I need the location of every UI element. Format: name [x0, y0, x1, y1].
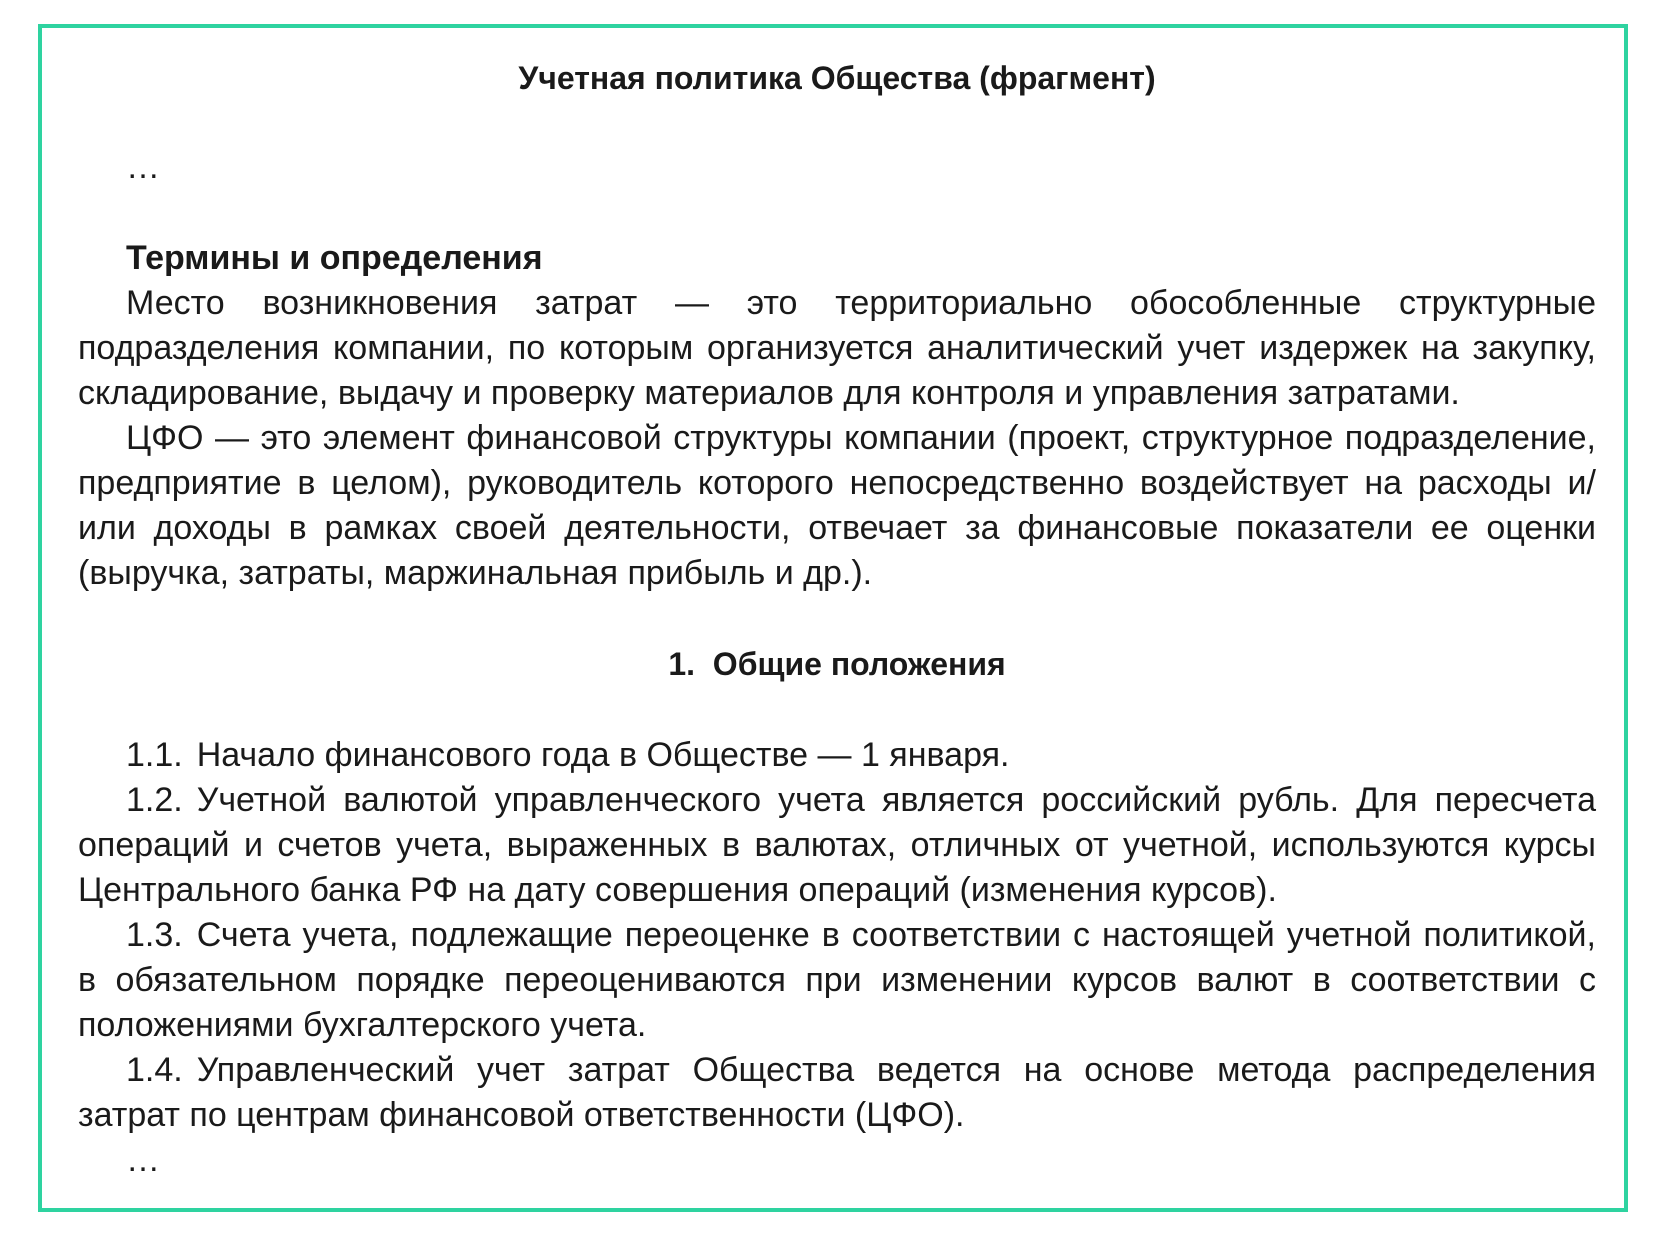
item-text: Управленческий учет затрат Общества ведется на основе метода распределения затрат по центрам финансовой ответственности (ЦФО).	[78, 1051, 1596, 1134]
item-number: 1.4.	[126, 1051, 183, 1089]
section-item	[78, 778, 1596, 913]
item-number: 1.3.	[126, 916, 183, 954]
terms-paragraph: ЦФО — это элемент финансовой структуры компании (проект, структурное подразделение, предприятие в целом), руководитель которого непосредственно воздействует на расходы и/или доходы в рамках своей деятельности, отвечает за финансовые показатели ее оценки (выручка, затраты, маржинальная прибыль и др.).	[78, 419, 1596, 592]
section-item	[78, 913, 1596, 1048]
section-title-text: Общие положения	[712, 646, 1006, 682]
item-number: 1.2.	[126, 781, 183, 819]
section-item	[78, 733, 1596, 778]
section-item	[78, 1048, 1596, 1138]
ellipsis-bottom: …	[126, 1141, 160, 1179]
spacer	[78, 596, 1596, 642]
ellipsis-top: …	[126, 148, 160, 186]
item-text: Счета учета, подлежащие переоценке в соответствии с настоящей учетной политикой, в обязательном порядке переоцениваются при изменении курсов валют в соответствии с положениями бухгалтерского учета.	[78, 916, 1596, 1044]
item-number: 1.1.	[126, 736, 183, 774]
item-text: Учетной валютой управленческого учета является российский рубль. Для пересчета операций и счетов учета, выраженных в валютах, отличных от учетной, используются курсы Центрального банка РФ на дату совершения операций (изменения курсов).	[78, 781, 1596, 909]
document-body	[78, 56, 1596, 1183]
section-title	[78, 642, 1596, 687]
terms-heading: Термины и определения	[126, 239, 543, 277]
item-text: Начало финансового года в Обществе — 1 января.	[196, 736, 1010, 774]
section-number: 1.	[668, 646, 696, 682]
document-title: Учетная политика Общества (фрагмент)	[518, 60, 1156, 96]
spacer	[78, 190, 1596, 236]
spacer	[78, 687, 1596, 733]
terms-paragraph: Место возникновения затрат — это территориально обособленные структурные подразделения компании, по которым организуется аналитический учет издержек на закупку, складирование, выдачу и проверку материалов для контроля и управления затратами.	[78, 284, 1596, 412]
